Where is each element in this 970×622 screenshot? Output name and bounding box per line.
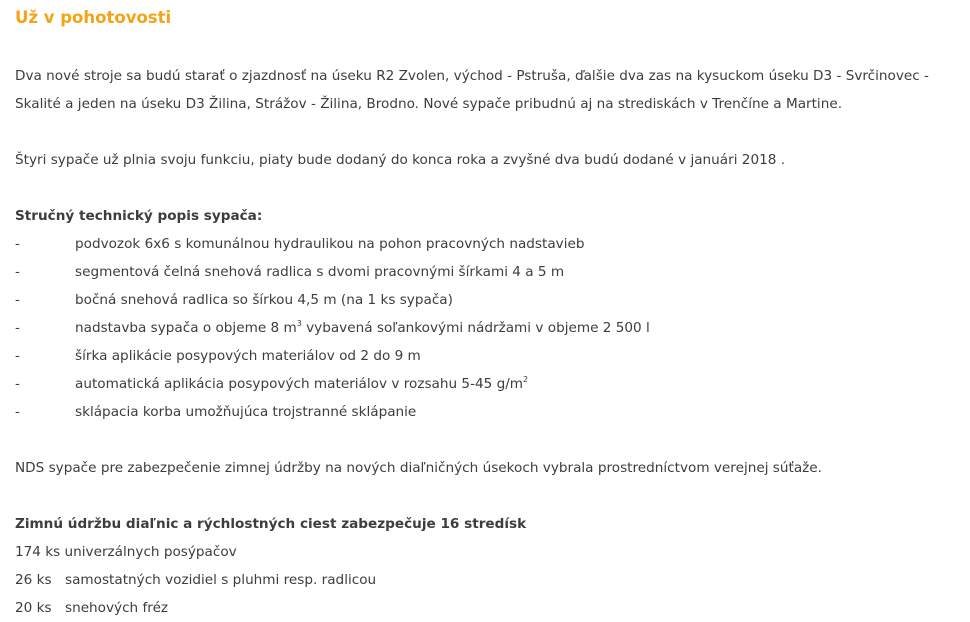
superscript: 3 xyxy=(296,319,302,328)
section-heading: Už v pohotovosti xyxy=(15,8,172,27)
spec-item-text: sklápacia korba umožňujúca trojstranné sklápanie xyxy=(75,404,417,420)
description: samostatných vozidiel s pluhmi resp. radlicou xyxy=(65,572,377,588)
bullet-dash: - xyxy=(15,292,20,308)
spec-item-text: podvozok 6x6 s komunálnou hydraulikou na pohon pracovných nadstavieb xyxy=(75,236,585,252)
intro-paragraph: Dva nové stroje sa budú starať o zjazdnosť na úseku R2 Zvolen, východ - Pstruša, ďalšie dva zas na kysuckom úseku D3 - Svrčinovec - Skalité a jeden na úseku D3 Žilina, Strážov - Žilina, Brodno. Nové sypače pribudnú aj na strediskách v Trenčíne a Martine. xyxy=(15,68,929,112)
spec-title: Stručný technický popis sypača: xyxy=(15,208,263,224)
spec-item-tail: vybavená soľankovými nádržami v objeme 2 500 l xyxy=(301,320,650,336)
spec-item-main: automatická aplikácia posypových materiálov v rozsahu 5-45 g/m xyxy=(75,376,524,392)
spec-item-text: šírka aplikácie posypových materiálov od 2 do 9 m xyxy=(75,348,421,364)
spec-item-text: bočná snehová radlica so šírkou 4,5 m (na 1 ks sypača) xyxy=(75,292,453,308)
bullet-dash: - xyxy=(15,236,20,252)
spec-item-text: segmentová čelná snehová radlica s dvomi pracovnými šírkami 4 a 5 m xyxy=(75,264,565,280)
spec-item-text xyxy=(75,314,650,342)
bullet-dash: - xyxy=(15,376,20,392)
maintenance-title: Zimnú údržbu diaľnic a rýchlostných ciest zabezpečuje 16 stredísk xyxy=(15,516,527,532)
bullet-dash: - xyxy=(15,348,20,364)
superscript: 2 xyxy=(523,375,529,384)
bullet-dash: - xyxy=(15,320,20,336)
bullet-dash: - xyxy=(15,404,20,420)
spec-item-main: nadstavba sypača o objeme 8 m xyxy=(75,320,297,336)
description: snehových fréz xyxy=(65,600,169,616)
quantity: 20 ks xyxy=(15,600,52,616)
nds-paragraph: NDS sypače pre zabezpečenie zimnej údržby na nových diaľničných úsekoch vybrala prostredníctvom verejnej súťaže. xyxy=(15,460,822,476)
bullet-dash: - xyxy=(15,264,20,280)
status-paragraph: Štyri sypače už plnia svoju funkciu, piaty bude dodaný do konca roka a zvyšné dva budú dodané v januári 2018 . xyxy=(15,152,786,168)
spec-item-text xyxy=(75,370,528,398)
quantity: 26 ks xyxy=(15,572,52,588)
maintenance-line: 174 ks univerzálnych posýpačov xyxy=(15,544,237,560)
